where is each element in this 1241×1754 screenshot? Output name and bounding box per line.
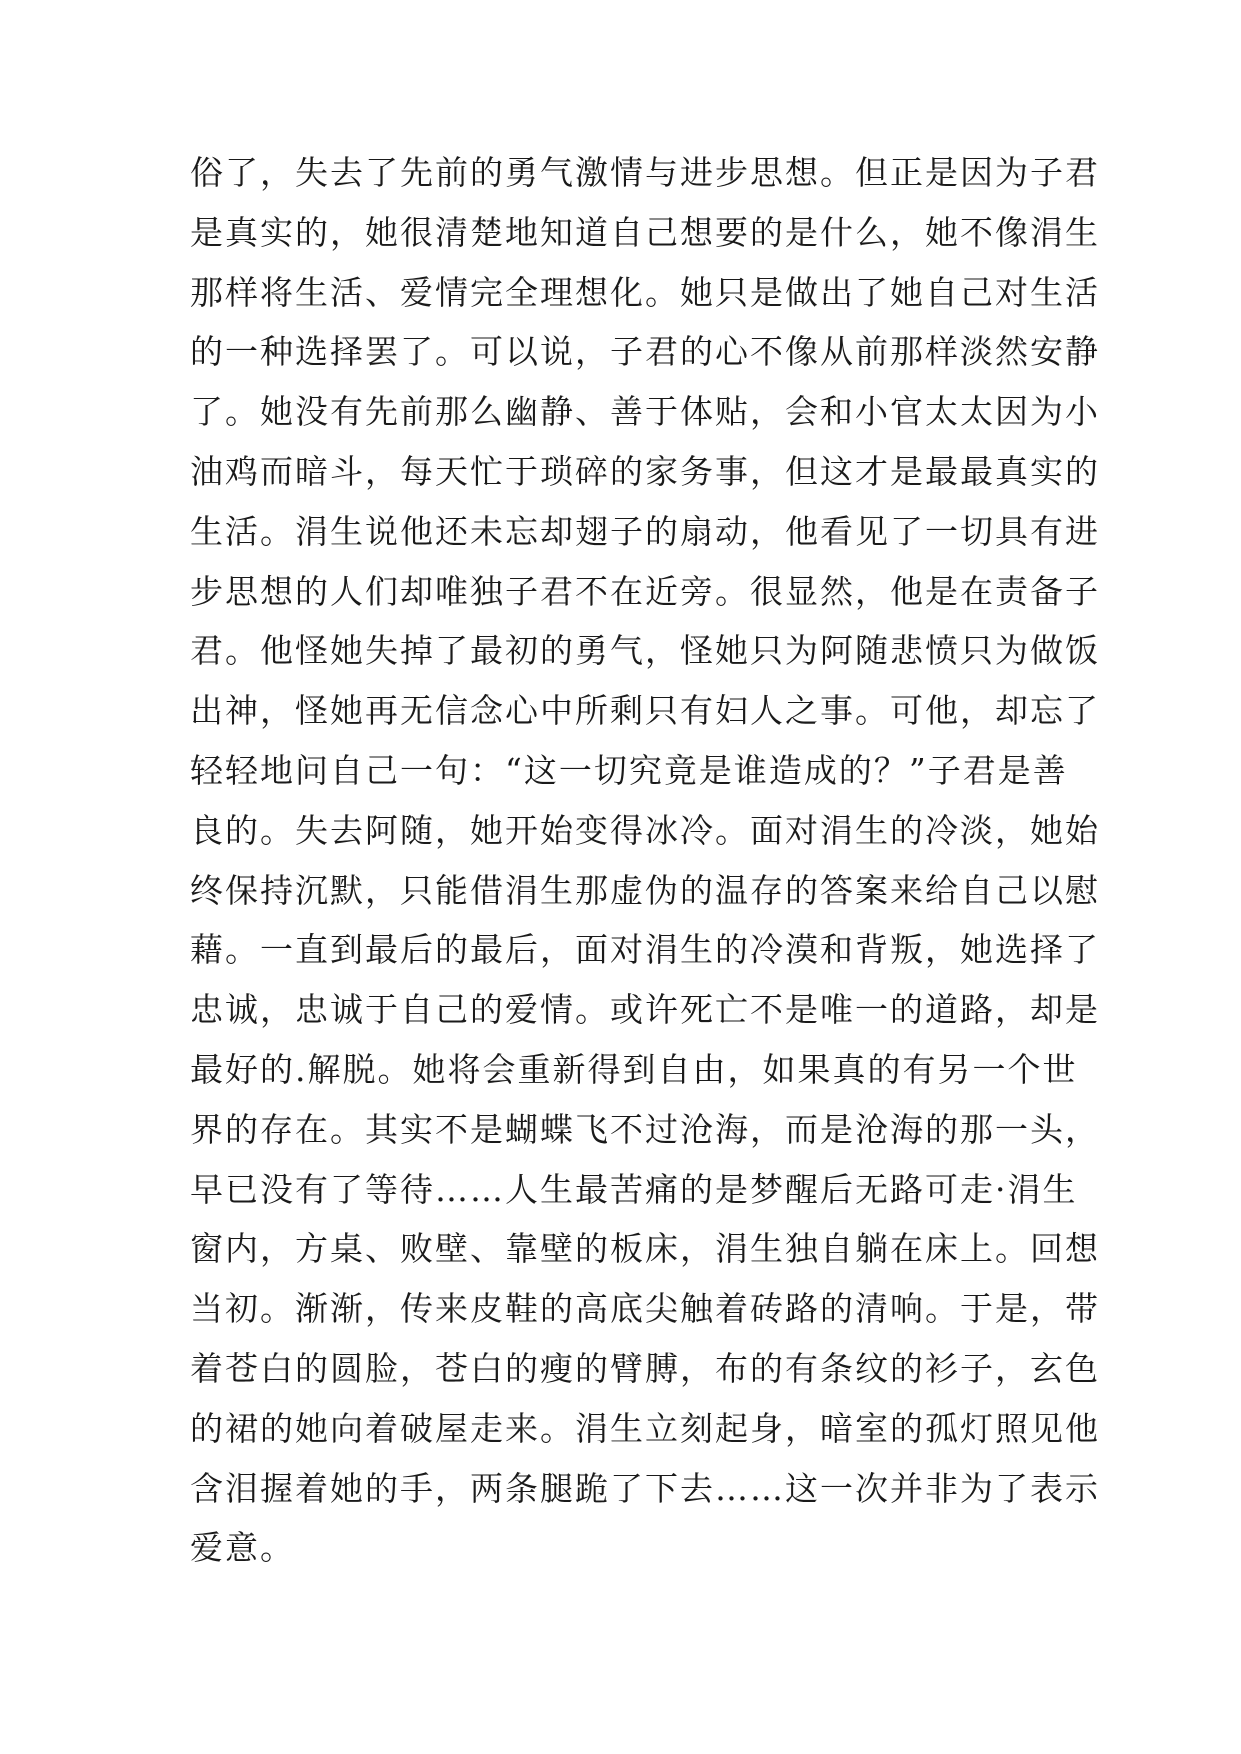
text-line-10: 出神，怪她再无信念心中所剩只有妇人之事。可他，却忘了 (190, 691, 1100, 731)
text-line-2: 是真实的，她很清楚地知道自己想要的是什么，她不像涓生 (190, 212, 1100, 252)
text-line-14: 藉。一直到最后的最后，面对涓生的冷漠和背叛，她选择了 (190, 930, 1100, 970)
text-line-6: 油鸡而暗斗，每天忙于琐碎的家务事，但这才是最最真实的 (190, 451, 1100, 491)
body-paragraph (190, 143, 1100, 1578)
text-line-18: 早已没有了等待……人生最苦痛的是梦醒后无路可走·涓生 (190, 1169, 1078, 1209)
text-line-22: 的裙的她向着破屋走来。涓生立刻起身，暗室的孤灯照见他 (190, 1408, 1100, 1448)
text-line-1: 俗了，失去了先前的勇气激情与进步思想。但正是因为子君 (190, 153, 1100, 192)
text-line-16: 最好的.解脱。她将会重新得到自由，如果真的有另一个世 (190, 1049, 1078, 1089)
text-line-9: 君。他怪她失掉了最初的勇气，怪她只为阿随悲愤只为做饭 (190, 631, 1100, 671)
text-line-11: 轻轻地问自己一句：“这一切究竟是谁造成的？”子君是善 (190, 750, 1068, 790)
text-line-4: 的一种选择罢了。可以说，子君的心不像从前那样淡然安静 (190, 332, 1100, 372)
text-line-17: 界的存在。其实不是蝴蝶飞不过沧海，而是沧海的那一头， (190, 1109, 1100, 1149)
text-line-20: 当初。渐渐，传来皮鞋的高底尖触着砖路的清响。于是，带 (190, 1289, 1100, 1329)
text-line-15: 忠诚，忠诚于自己的爱情。或许死亡不是唯一的道路，却是 (190, 990, 1100, 1030)
text-line-8: 步思想的人们却唯独子君不在近旁。很显然，他是在责备子 (190, 571, 1100, 611)
text-line-24: 爱意。 (190, 1528, 295, 1568)
text-line-13: 终保持沉默，只能借涓生那虚伪的温存的答案来给自己以慰 (190, 870, 1100, 910)
text-line-19: 窗内，方桌、败壁、靠壁的板床，涓生独自躺在床上。回想 (190, 1229, 1100, 1269)
text-line-23: 含泪握着她的手，两条腿跪了下去……这一次并非为了表示 (190, 1468, 1100, 1508)
text-line-5: 了。她没有先前那么幽静、善于体贴，会和小官太太因为小 (190, 392, 1100, 432)
text-line-3: 那样将生活、爱情完全理想化。她只是做出了她自己对生活 (190, 272, 1100, 312)
text-line-12: 良的。失去阿随，她开始变得冰冷。面对涓生的冷淡，她始 (190, 810, 1100, 850)
text-line-7: 生活。涓生说他还未忘却翅子的扇动，他看见了一切具有进 (190, 511, 1100, 551)
text-line-21: 着苍白的圆脸，苍白的瘦的臂膊，布的有条纹的衫子，玄色 (190, 1348, 1100, 1388)
